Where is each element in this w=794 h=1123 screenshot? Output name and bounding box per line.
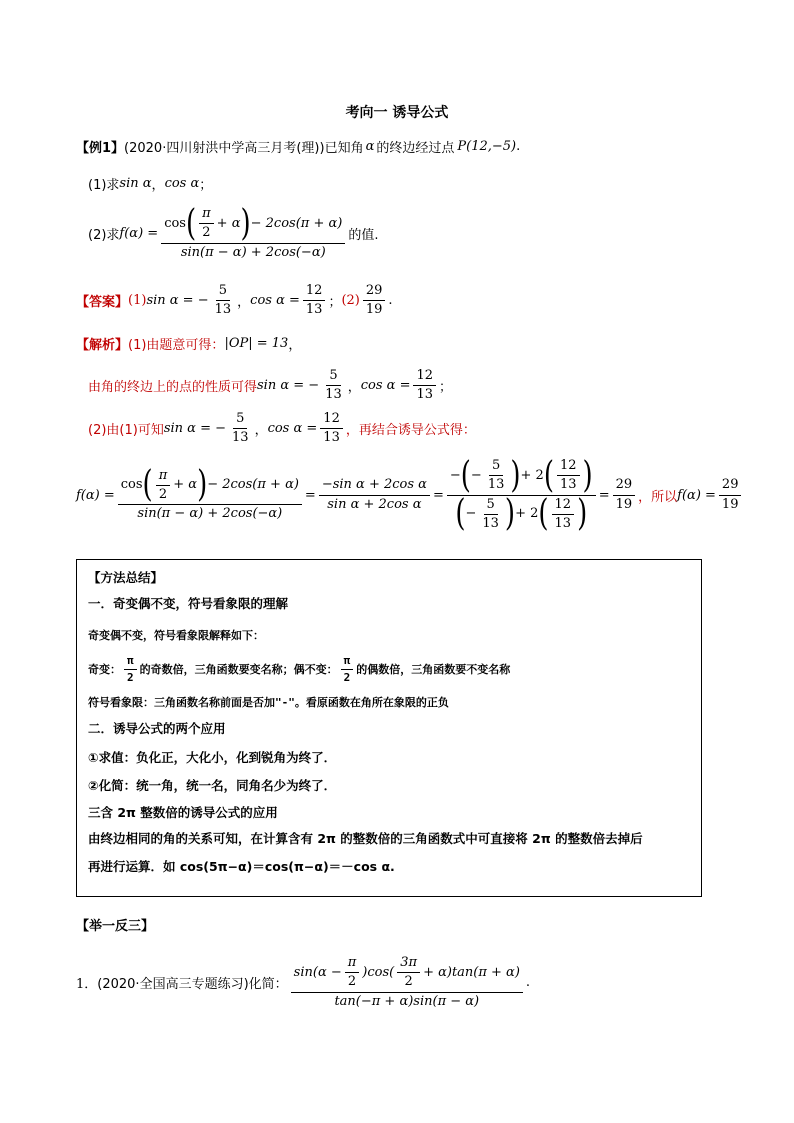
eq-f-lhs: f(α) = bbox=[76, 487, 115, 503]
example-1-statement bbox=[76, 137, 520, 156]
eq3d-rp2: ) bbox=[577, 493, 588, 536]
answer-cos-lhs: cos α = bbox=[250, 293, 300, 309]
n12: 12 bbox=[303, 283, 326, 301]
n5: 5 bbox=[216, 283, 230, 301]
eq-d19: 19 bbox=[615, 496, 633, 512]
eq-frac-29-19-b bbox=[719, 477, 742, 513]
l2-frac-5-13 bbox=[322, 368, 345, 404]
eq-frac-2 bbox=[319, 477, 430, 513]
eq-so: ，所以 bbox=[638, 489, 678, 505]
eq-pi-over-2 bbox=[156, 468, 171, 504]
answer-end: . bbox=[388, 293, 393, 309]
eq-frac-2-den: sin α + 2cos α bbox=[327, 496, 422, 512]
eq3d-minus: − bbox=[465, 506, 477, 522]
eq-frac-1 bbox=[118, 464, 302, 523]
q1-sep: ， bbox=[151, 178, 165, 193]
eq-frac-2-num: −sin α + 2cos α bbox=[319, 477, 430, 495]
point-p: P(12,−5) bbox=[457, 139, 517, 154]
method-hint-1: 奇变偶不变，符号看象限解释如下： bbox=[88, 629, 264, 642]
l2-semi: ； bbox=[439, 380, 453, 396]
method-header: 【方法总结】 bbox=[88, 570, 164, 585]
eq-right-paren: ) bbox=[197, 464, 208, 507]
l2-n12: 12 bbox=[413, 368, 436, 386]
right-paren: ) bbox=[240, 202, 251, 245]
l3-d13: 13 bbox=[232, 430, 249, 446]
answer-frac-29-19 bbox=[363, 283, 386, 319]
practice-fraction bbox=[291, 955, 523, 1010]
pr-3pi: 3π bbox=[397, 955, 420, 973]
answer-frac-12-13 bbox=[303, 283, 326, 319]
method-hint-2 bbox=[88, 654, 510, 685]
q1-prefix: (1)求 bbox=[88, 178, 120, 193]
eq-frac-29-19 bbox=[613, 477, 636, 513]
practice-source: (2020·全国高三专题练习) bbox=[97, 976, 249, 992]
eq3d-n12: 12 bbox=[552, 497, 575, 515]
practice-task: 化简： bbox=[248, 976, 288, 992]
h2-two-a: 2 bbox=[127, 670, 134, 684]
answer-line bbox=[76, 283, 393, 319]
method-item-1: ①求值：负化正，大化小，化到锐角为终了． bbox=[88, 750, 337, 765]
analysis-line-1 bbox=[76, 334, 301, 353]
eq-sign-3: = bbox=[598, 487, 610, 503]
q2-suffix: 的值. bbox=[348, 227, 379, 243]
q2-lhs: f(α) = bbox=[119, 225, 159, 241]
pr-two-b: 2 bbox=[404, 974, 413, 990]
example-text-after: 的终边经过点 bbox=[376, 141, 455, 156]
l3-sep: ， bbox=[254, 423, 268, 439]
eq3-minus-2: − bbox=[470, 467, 482, 483]
practice-header: 【举一反三】 bbox=[76, 919, 155, 934]
h2-odd: 奇变： bbox=[88, 663, 121, 677]
l2-d13: 13 bbox=[325, 387, 342, 403]
l2-cos-lhs: cos α = bbox=[360, 378, 411, 394]
eq-frac-1-num bbox=[118, 464, 302, 507]
example-source: (2020·四川射洪中学高三月考(理)) bbox=[124, 141, 325, 156]
pr-num-a: sin(α − bbox=[293, 964, 342, 980]
eq3-rp2: ) bbox=[582, 454, 593, 497]
d19: 19 bbox=[365, 302, 383, 318]
pr-pi: π bbox=[345, 955, 360, 973]
method-paragraph-1: 由终边相同的角的关系可知，在计算含有 2π 的整数倍的三角函数式中可直接将 2π 的整数倍去掉后 bbox=[88, 831, 643, 846]
q2-denominator: sin(π − α) + 2cos(−α) bbox=[180, 244, 326, 260]
eq-d19-b: 19 bbox=[721, 496, 739, 512]
analysis-line-2 bbox=[88, 368, 452, 404]
h2-mid: 的奇数倍，三角函数要变名称；偶不变： bbox=[139, 663, 338, 677]
h2-end: 的偶数倍，三角函数要不变名称 bbox=[356, 663, 511, 677]
eq3-n5: 5 bbox=[489, 458, 503, 476]
pr-pi-over-2 bbox=[345, 955, 360, 991]
eq3-plus2: + 2 bbox=[520, 467, 544, 483]
eq3-n12: 12 bbox=[557, 458, 580, 476]
q2-num-rest: − 2cos(π + α) bbox=[250, 215, 343, 231]
analysis-l1-text: (1)由题意可得： bbox=[128, 338, 225, 353]
eq-sign-2: = bbox=[432, 487, 444, 503]
analysis-l3-text: (2)由(1)可知 bbox=[88, 423, 164, 439]
eq3d-frac-5-13 bbox=[479, 497, 502, 533]
eq3-frac-5-13 bbox=[485, 458, 508, 494]
analysis-op-equals: |OP| = 13 bbox=[224, 336, 289, 351]
method-section-1: 一．奇变偶不变，符号看象限的理解 bbox=[88, 596, 289, 611]
practice-num: 1． bbox=[76, 976, 98, 992]
question-2 bbox=[88, 202, 379, 261]
answer-part1-label: (1) bbox=[128, 293, 147, 309]
l3-sin-lhs: sin α = − bbox=[163, 421, 227, 437]
eq3d-rp1: ) bbox=[504, 493, 516, 536]
pr-num-b: )cos( bbox=[362, 964, 395, 980]
eq-n29-b: 29 bbox=[719, 477, 742, 495]
d13b: 13 bbox=[305, 302, 323, 318]
method-section-2: 二．诱导公式的两个应用 bbox=[88, 721, 226, 736]
q1-end: ； bbox=[199, 178, 213, 193]
q2-prefix: (2)求 bbox=[88, 227, 120, 243]
method-section-3: 三含 2π 整数倍的诱导公式的应用 bbox=[88, 805, 278, 820]
eq-num-rest: − 2cos(π + α) bbox=[207, 477, 299, 493]
q1-sin: sin α bbox=[119, 176, 152, 191]
l2-frac-12-13 bbox=[413, 368, 436, 404]
answer-part2-label: (2) bbox=[341, 293, 360, 309]
eq3d-plus2: + 2 bbox=[515, 506, 539, 522]
eq3-rp1: ) bbox=[510, 454, 521, 497]
q2-fraction bbox=[161, 202, 345, 261]
h2-pi-over-2-b bbox=[341, 654, 354, 685]
eq3d-d13b: 13 bbox=[554, 515, 572, 531]
q2-num-plus-alpha: + α bbox=[216, 215, 241, 231]
eq3-minus: − bbox=[449, 467, 461, 483]
l3-cos-lhs: cos α = bbox=[267, 421, 318, 437]
h2-pi-b: π bbox=[341, 654, 354, 670]
example-tag: 【例1】 bbox=[76, 141, 125, 156]
page-title: 考向一 诱导公式 bbox=[345, 105, 449, 121]
h2-two-b: 2 bbox=[343, 670, 351, 684]
analysis-line-3 bbox=[88, 411, 476, 447]
practice-end: . bbox=[525, 974, 531, 990]
eq3d-lp2: ( bbox=[538, 493, 549, 536]
h2-pi-over-2-a bbox=[124, 654, 137, 685]
method-paragraph-2: 再进行运算．如 cos(5π−α)＝cos(π−α)＝－cos α. bbox=[88, 859, 395, 874]
analysis-tag: 【解析】 bbox=[76, 338, 129, 353]
eq-sign-1: = bbox=[304, 487, 316, 503]
h2-pi-a: π bbox=[124, 654, 137, 670]
eq3d-lp1: ( bbox=[455, 493, 466, 536]
eq-frac-3-den bbox=[452, 493, 590, 536]
eq3d-frac-12-13 bbox=[552, 497, 575, 533]
l3-n12: 12 bbox=[320, 411, 343, 429]
method-hint-3: 符号看象限：三角函数名称前面是否加"-"。看原函数在角所在象限的正负 bbox=[88, 696, 449, 709]
eq-two: 2 bbox=[158, 486, 168, 502]
n29: 29 bbox=[363, 283, 386, 301]
eq-num-cos: cos bbox=[120, 477, 143, 493]
answer-semi: ； bbox=[328, 295, 342, 311]
q2-num-cos: cos bbox=[164, 215, 186, 231]
eq-frac-1-den: sin(π − α) + 2cos(−α) bbox=[137, 506, 283, 522]
eq-frac-3-num bbox=[447, 454, 596, 497]
pi-over-2 bbox=[199, 206, 214, 242]
two-den: 2 bbox=[202, 225, 211, 241]
eq3d-n5: 5 bbox=[484, 497, 498, 515]
alpha-symbol: α bbox=[365, 139, 375, 154]
analysis-l3-end: ，再结合诱导公式得： bbox=[345, 423, 476, 439]
practice-num-expr bbox=[291, 955, 523, 993]
analysis-l1-end: ， bbox=[288, 338, 302, 353]
l3-frac-5-13 bbox=[229, 411, 252, 447]
example-text-before: 已知角 bbox=[324, 141, 364, 156]
l2-d13b: 13 bbox=[416, 387, 434, 403]
eq-frac-3 bbox=[447, 454, 596, 536]
l3-frac-12-13 bbox=[320, 411, 343, 447]
eq-num-plus-alpha: + α bbox=[173, 477, 198, 493]
eq-f-short: f(α) = bbox=[677, 487, 716, 503]
answer-frac-5-13 bbox=[212, 283, 235, 319]
l3-n5: 5 bbox=[233, 411, 247, 429]
left-paren: ( bbox=[185, 202, 197, 245]
eq-pi: π bbox=[156, 468, 171, 486]
answer-tag: 【答案】 bbox=[76, 295, 129, 311]
eq-n29: 29 bbox=[613, 477, 636, 495]
eq3-lp1: ( bbox=[460, 454, 471, 497]
l2-n5: 5 bbox=[326, 368, 340, 386]
analysis-equation bbox=[76, 454, 744, 536]
l2-sep: ， bbox=[347, 380, 361, 396]
pr-3pi-over-2 bbox=[397, 955, 420, 991]
eq3-d13b: 13 bbox=[559, 477, 577, 493]
answer-sep: ， bbox=[237, 295, 251, 311]
question-1 bbox=[88, 174, 212, 193]
pi-num: π bbox=[199, 206, 214, 224]
l3-d13b: 13 bbox=[323, 430, 340, 446]
analysis-l2-text: 由角的终边上的点的性质可得 bbox=[88, 380, 258, 396]
l2-sin-lhs: sin α = − bbox=[257, 378, 320, 394]
answer-sin-lhs: sin α = − bbox=[146, 293, 209, 309]
eq3-frac-12-13 bbox=[557, 458, 580, 494]
d13: 13 bbox=[214, 302, 232, 318]
eq3d-d13: 13 bbox=[482, 515, 499, 531]
practice-den-expr: tan(−π + α)sin(π − α) bbox=[334, 993, 480, 1009]
pr-num-c: + α)tan(π + α) bbox=[423, 964, 520, 980]
eq3-lp2: ( bbox=[543, 454, 554, 497]
practice-question-1 bbox=[76, 955, 530, 1010]
example-end: . bbox=[516, 139, 521, 154]
eq3-d13: 13 bbox=[487, 477, 505, 493]
q1-cos: cos α bbox=[164, 176, 200, 191]
method-item-2: ②化简：统一角，统一名，同角名少为终了． bbox=[88, 778, 337, 793]
eq-left-paren: ( bbox=[142, 464, 153, 507]
q2-numerator bbox=[161, 202, 345, 245]
pr-two: 2 bbox=[347, 974, 357, 990]
